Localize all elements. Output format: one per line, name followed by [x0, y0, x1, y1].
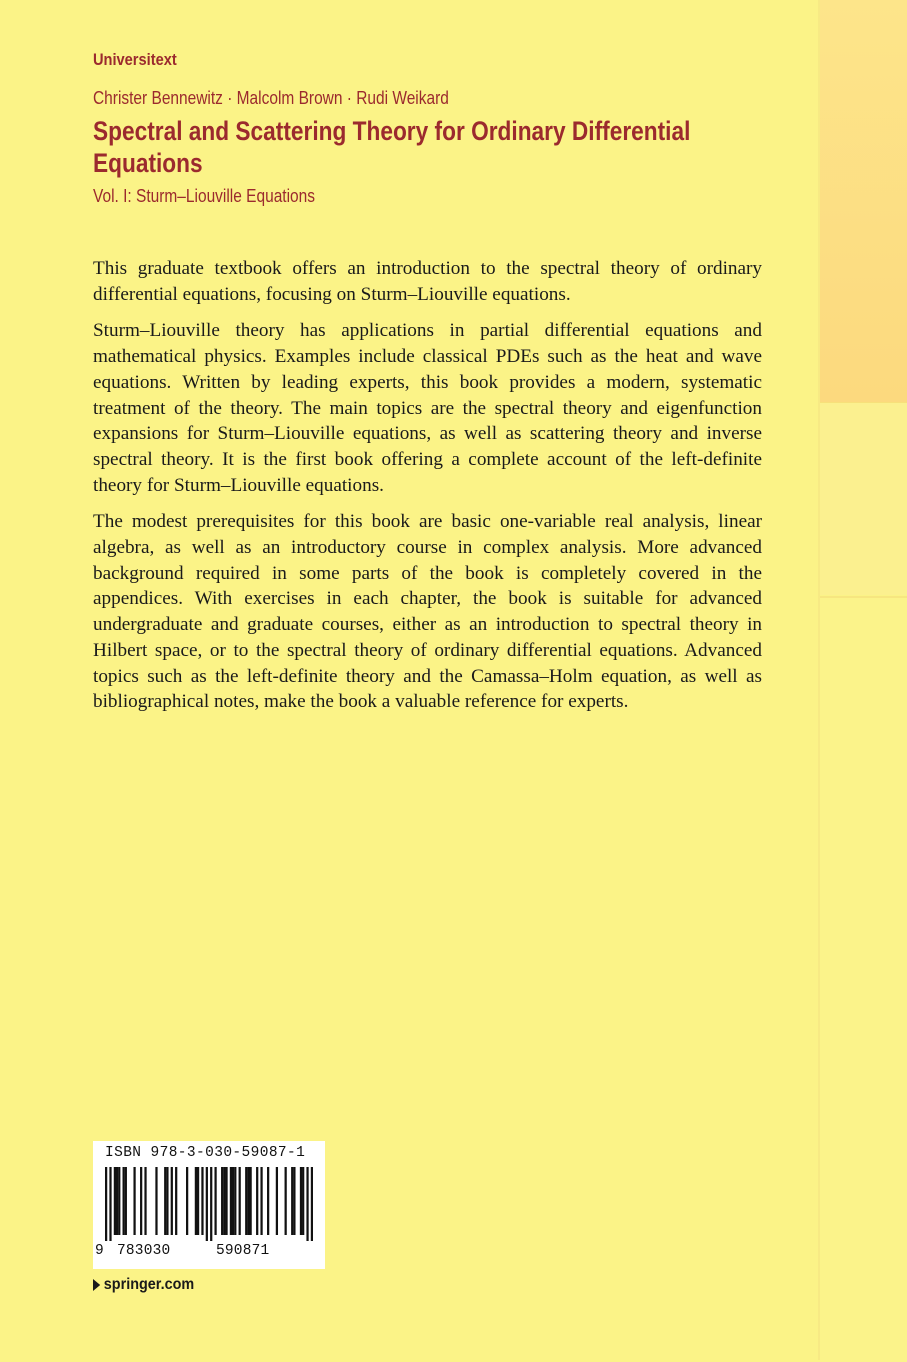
barcode-bar — [256, 1167, 258, 1235]
barcode-bar — [116, 1167, 118, 1235]
barcode-bar — [260, 1167, 262, 1235]
barcode-bar — [230, 1167, 232, 1235]
barcode-bar — [276, 1167, 278, 1235]
arrow-right-icon — [93, 1279, 100, 1291]
barcode-bar — [201, 1167, 203, 1235]
barcode-bar — [291, 1167, 293, 1235]
side-strip-top — [820, 0, 907, 402]
side-strip-bottom — [820, 596, 907, 1362]
barcode-bar — [306, 1167, 308, 1241]
barcode-bar — [123, 1167, 125, 1235]
barcode-bar — [186, 1167, 188, 1235]
barcode-digits-right: 590871 — [216, 1243, 270, 1259]
isbn-label: ISBN 978-3-030-59087-1 — [105, 1145, 306, 1161]
side-strip-middle — [820, 402, 907, 595]
barcode-bar — [221, 1167, 223, 1235]
barcode-bar — [175, 1167, 177, 1235]
blurb — [93, 256, 762, 726]
authors: Christer Bennewitz · Malcolm Brown · Rudi Weikard — [93, 88, 449, 108]
barcode-bar — [155, 1167, 157, 1235]
barcode-bar — [214, 1167, 216, 1235]
publisher-link[interactable] — [93, 1276, 194, 1294]
isbn-barcode-box — [93, 1141, 325, 1269]
barcode-bar — [311, 1167, 313, 1241]
barcode-bar — [250, 1167, 252, 1235]
barcode-bar — [114, 1167, 116, 1235]
barcode-bar — [166, 1167, 168, 1235]
barcode-bar — [171, 1167, 173, 1235]
barcode-digit-first: 9 — [95, 1243, 104, 1259]
book-title: Spectral and Scattering Theory for Ordinary Differential Equations — [93, 116, 691, 178]
barcode-bar — [285, 1167, 287, 1235]
barcode-bar — [164, 1167, 166, 1235]
book-subtitle: Vol. I: Sturm–Liouville Equations — [93, 186, 316, 206]
barcode-bar — [210, 1167, 212, 1241]
series-name: Universitext — [93, 50, 177, 69]
barcode-bar — [245, 1167, 247, 1235]
barcode-bar — [109, 1167, 111, 1241]
barcode-bar — [267, 1167, 269, 1235]
barcode-bar — [140, 1167, 142, 1235]
barcode-bar — [223, 1167, 225, 1235]
barcode-bar — [195, 1167, 197, 1235]
barcode-bar — [125, 1167, 127, 1235]
barcode — [105, 1167, 313, 1241]
barcode-bar — [234, 1167, 236, 1235]
barcode-bar — [206, 1167, 208, 1241]
barcode-digits-left: 783030 — [117, 1243, 171, 1259]
blurb-paragraph-1: This graduate textbook offers an introduction to the spectral theory of ordinary differential equations, focusing on Sturm–Liouville equations. — [93, 258, 762, 305]
barcode-bar — [118, 1167, 120, 1235]
strip-divider — [818, 0, 820, 1360]
publisher-url: springer.com — [103, 1276, 195, 1293]
barcode-bar — [293, 1167, 295, 1235]
barcode-bar — [144, 1167, 146, 1235]
barcode-bar — [225, 1167, 227, 1235]
barcode-bar — [232, 1167, 234, 1235]
barcode-bar — [133, 1167, 135, 1235]
blurb-paragraph-2: Sturm–Liouville theory has applications in partial differential equations and mathematical physics. Examples include classical PDEs such as the heat and wave equations. Written by leading experts, this book provides a modern, systematic treatment of the theory. The main topics are the spectral theory and eigenfunction expansions for Sturm–Liouville equations, as well as scattering theory and inverse spectral theory. It is the first book offering a complete account of the left-definite theory for Sturm–Liouville equations. — [93, 320, 762, 496]
barcode-bar — [197, 1167, 199, 1235]
barcode-bar — [302, 1167, 304, 1235]
barcode-bar — [105, 1167, 107, 1241]
blurb-paragraph-3: The modest prerequisites for this book are basic one-variable real analysis, linear algebra, as well as an introductory course in complex analysis. More advanced background required in some parts of the book is completely covered in the appendices. With exercises in each chapter, the book is suitable for advanced undergraduate and graduate courses, either as an introduction to spectral theory in Hilbert space, or to the spectral theory of ordinary differential equations. Advanced topics such as the left-definite theory and the Camassa–Holm equation, as well as bibliographical notes, make the book a valuable reference for experts. — [93, 511, 762, 713]
barcode-bar — [239, 1167, 241, 1235]
barcode-bar — [247, 1167, 249, 1235]
barcode-bar — [300, 1167, 302, 1235]
